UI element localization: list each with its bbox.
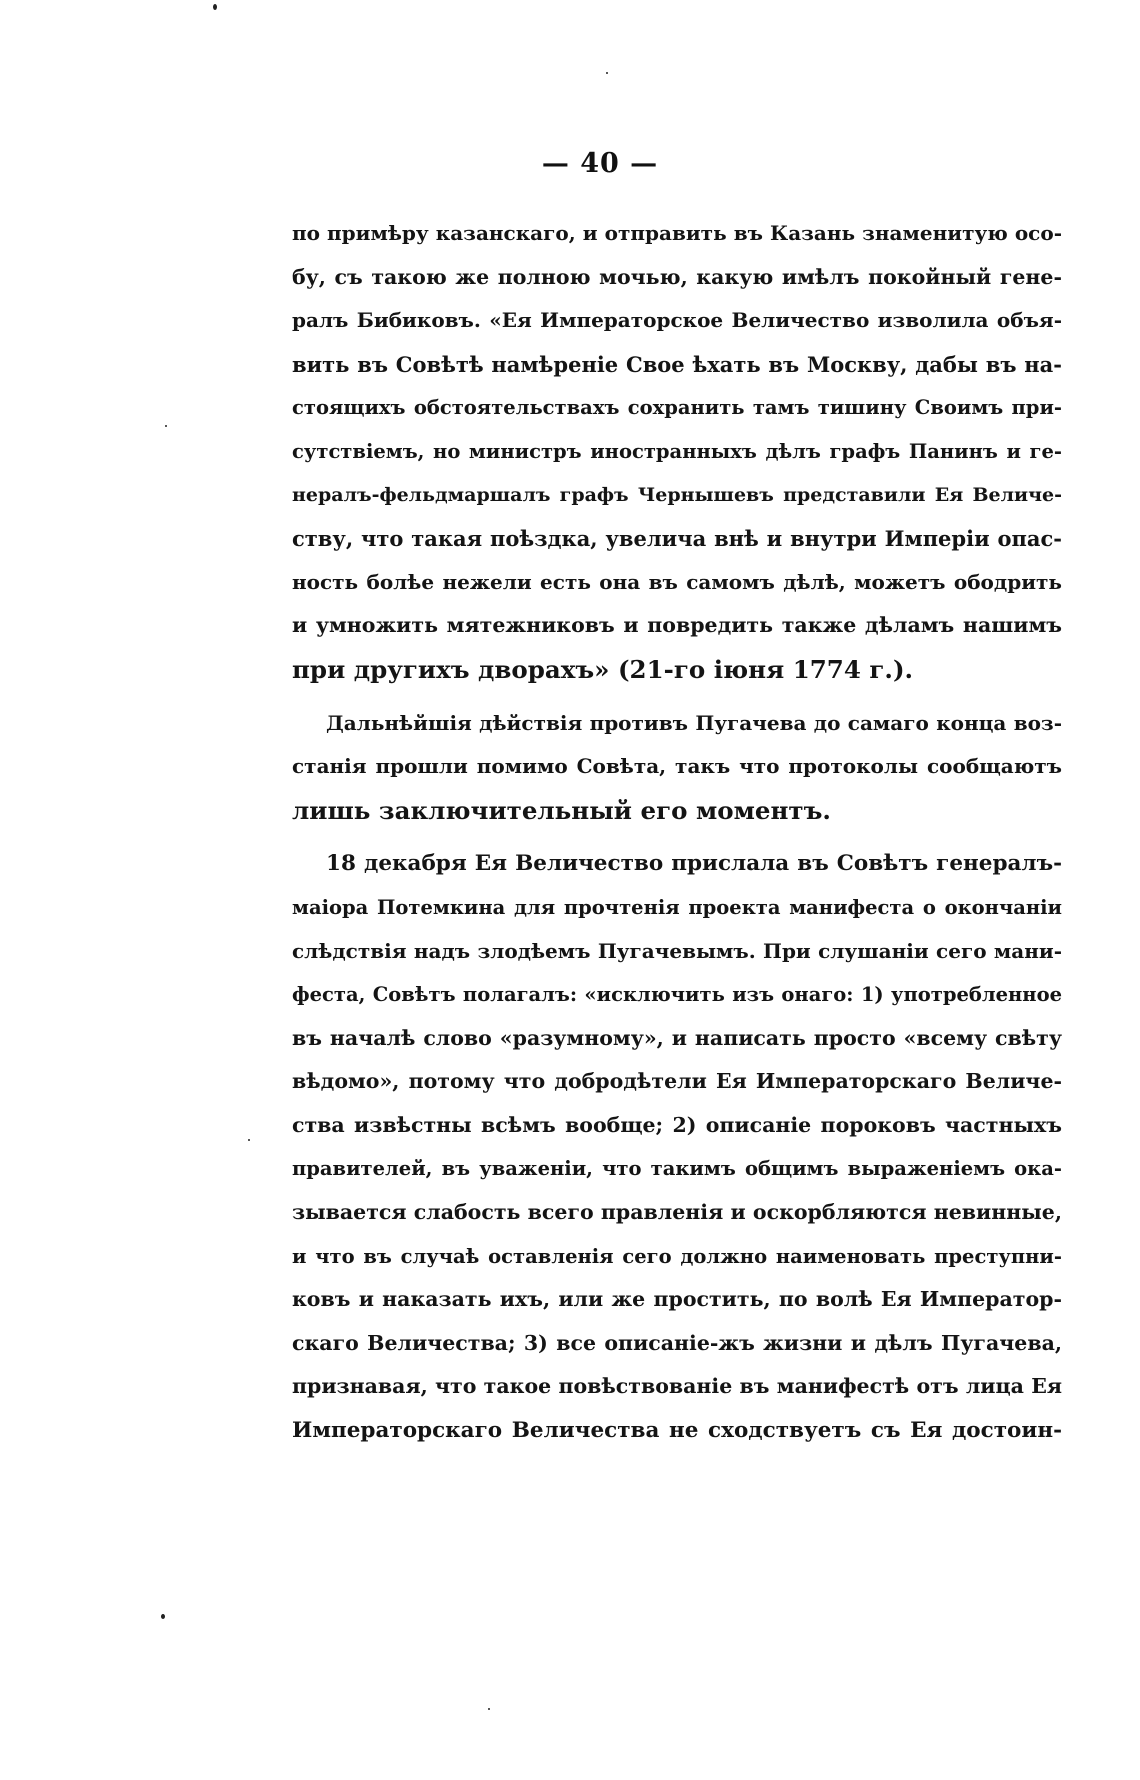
text-line: слѣдствія надъ злодѣемъ Пугачевымъ. При слушаніи сего мани- <box>292 938 1062 963</box>
text-line: ства извѣстны всѣмъ вообще; 2) описаніе пороковъ частныхъ <box>292 1112 1062 1137</box>
text-line: ралъ Бибиковъ. «Ея Императорское Величество изволила объя- <box>292 308 1062 333</box>
scan-speck <box>248 1139 250 1141</box>
text-line: ность болѣе нежели есть она въ самомъ дѣлѣ, можетъ ободрить <box>292 569 1062 594</box>
text-line: стоящихъ обстоятельствахъ сохранить тамъ тишину Своимъ при- <box>292 396 1062 420</box>
text-line: и что въ случаѣ оставленія сего должно наименовать преступни- <box>292 1244 1062 1268</box>
scan-speck <box>606 72 608 74</box>
text-line: по примѣру казанскаго, и отправить въ Казань знаменитую осо- <box>292 221 1062 245</box>
paragraph-gap <box>292 832 1062 842</box>
paragraph <box>292 842 1062 1452</box>
text-line: скаго Величества; 3) все описаніе-жъ жизни и дѣлъ Пугачева, <box>292 1330 1062 1355</box>
body-text <box>292 212 1062 1453</box>
text-line: станія прошли помимо Совѣта, такъ что протоколы сообщаютъ <box>292 754 1062 779</box>
text-line: Дальнѣйшія дѣйствія противъ Пугачева до самаго конца воз- <box>326 710 1062 735</box>
scan-speck <box>165 425 167 427</box>
text-line: вѣдомо», потому что добродѣтели Ея Императорскаго Величе- <box>292 1069 1062 1094</box>
paragraph-gap <box>292 692 1062 702</box>
text-line: ковъ и наказать ихъ, или же простить, по волѣ Ея Император- <box>292 1287 1062 1312</box>
text-line: сутствіемъ, но министръ иностранныхъ дѣлъ графъ Панинъ и ге- <box>292 439 1062 463</box>
text-line: вить въ Совѣтѣ намѣреніе Свое ѣхать въ Москву, дабы въ на- <box>292 351 1062 377</box>
text-line: маіора Потемкина для прочтенія проекта манифеста о окончаніи <box>292 895 1062 919</box>
scan-speck <box>488 1708 490 1710</box>
text-line: признавая, что такое повѣствованіе въ манифестѣ отъ лица Ея <box>292 1374 1062 1399</box>
text-line: Императорскаго Величества не сходствуетъ съ Ея достоин- <box>292 1418 1062 1444</box>
text-line: бу, съ такою же полною мочью, какую имѣлъ покойный гене- <box>292 264 1062 289</box>
text-line: зывается слабость всего правленія и оскорбляются невинные, <box>292 1200 1062 1225</box>
scan-speck <box>161 1614 165 1619</box>
text-line: лишь заключительный его моментъ. <box>292 795 831 825</box>
page-number: — 40 — <box>541 148 659 179</box>
text-line: въ началѣ слово «разумному», и написать просто «всему свѣту <box>292 1025 1062 1050</box>
text-line: нералъ-фельдмаршалъ графъ Чернышевъ представили Ея Величе- <box>292 483 1062 506</box>
scan-speck <box>213 4 217 10</box>
text-line: ству, что такая поѣздка, увелича внѣ и внутри Имперіи опас- <box>292 526 1062 552</box>
text-line: 18 декабря Ея Величество прислала въ Совѣтъ генералъ- <box>326 851 1062 877</box>
text-line: правителей, въ уваженіи, что такимъ общимъ выраженіемъ ока- <box>292 1157 1062 1181</box>
paragraph <box>292 702 1062 833</box>
text-line: при другихъ дворахъ» (21-го іюня 1774 г.). <box>292 654 914 684</box>
text-line: и умножить мятежниковъ и повредить также дѣламъ нашимъ <box>292 613 1062 638</box>
text-line: феста, Совѣтъ полагалъ: «исключить изъ онаго: 1) употребленное <box>292 983 1062 1007</box>
paragraph <box>292 212 1062 692</box>
